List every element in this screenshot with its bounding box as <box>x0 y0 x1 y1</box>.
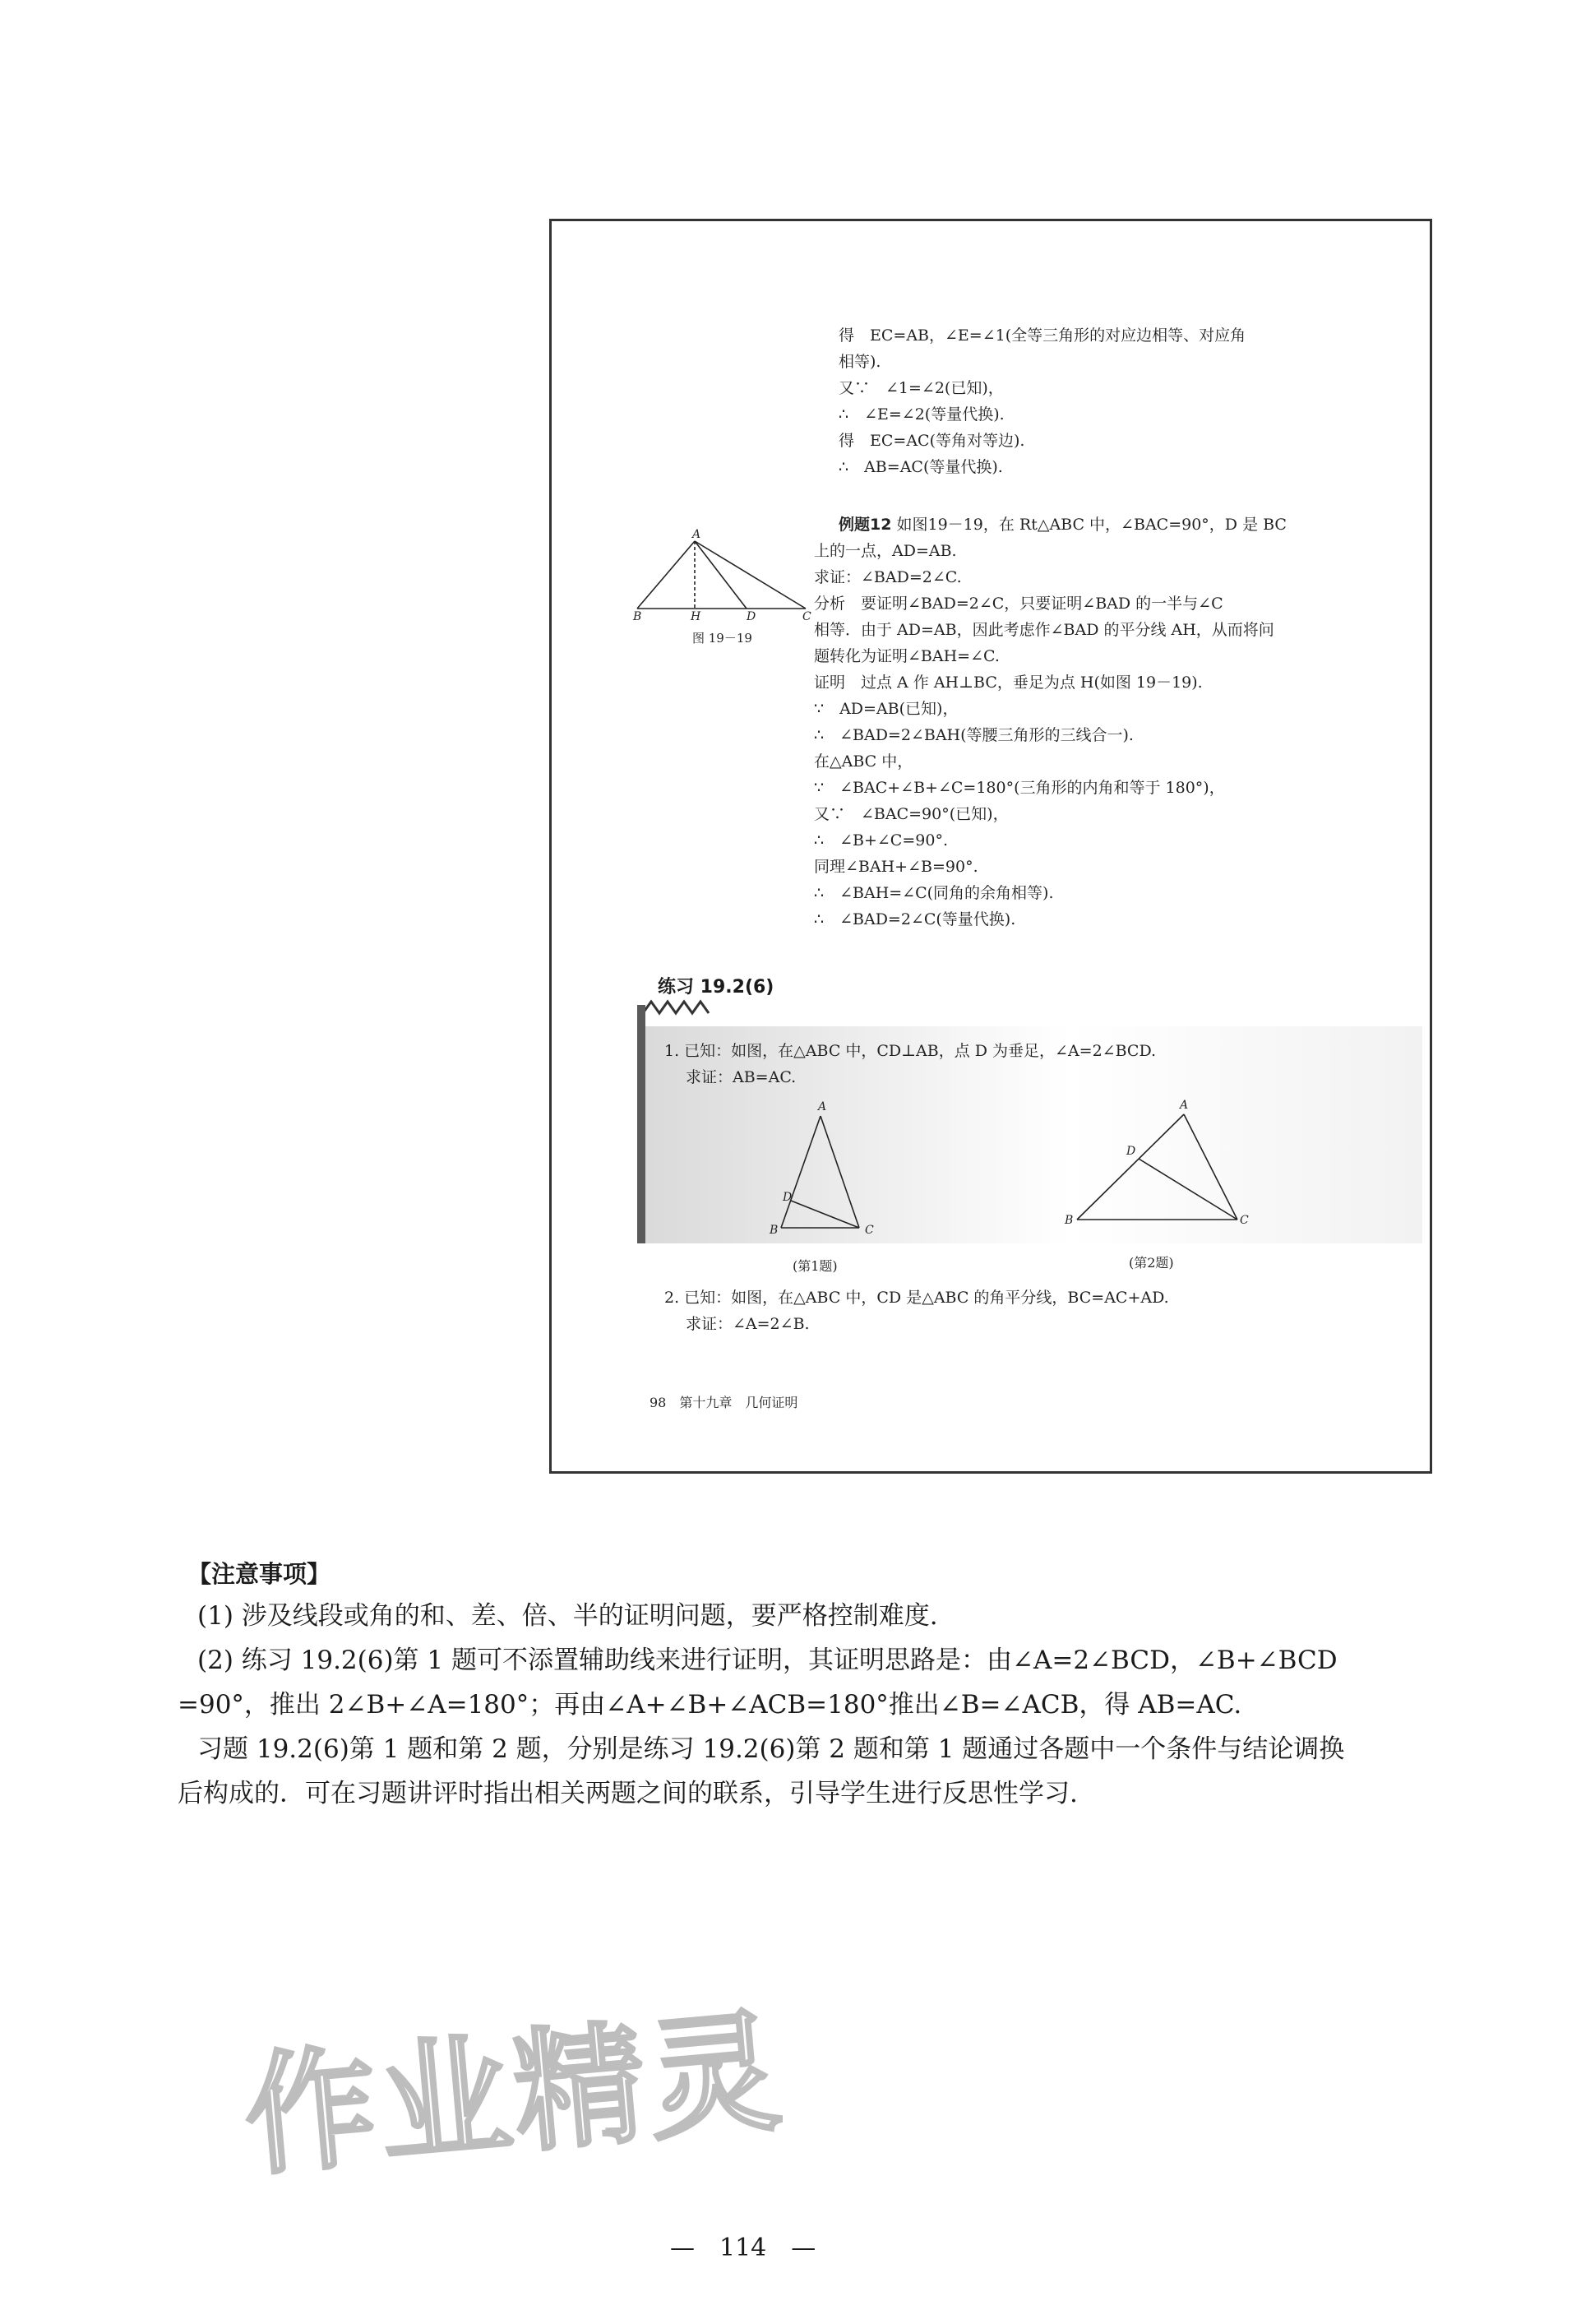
exercise-1-line: 1. 已知：如图，在△ABC 中，CD⊥AB，点 D 为垂足，∠A=2∠BCD. <box>664 1042 1157 1060</box>
fig-label-d: D <box>747 610 756 623</box>
ex1-label-c: C <box>865 1224 874 1237</box>
exercise-figure-2 <box>1061 1106 1258 1229</box>
note-line: (1) 涉及线段或角的和、差、倍、半的证明问题，要严格控制难度. <box>197 1601 938 1631</box>
note-line: 习题 19.2(6)第 1 题和第 2 题，分别是练习 19.2(6)第 2 题和第 1 题通过各题中一个条件与结论调换 <box>197 1734 1345 1764</box>
ex2-label-d: D <box>1126 1145 1136 1158</box>
proof-line: 得 EC=AB，∠E=∠1(全等三角形的对应边相等、对应角 <box>839 326 1246 345</box>
notes-heading: 【注意事项】 <box>187 1560 331 1588</box>
figure-caption: 图 19－19 <box>692 631 752 646</box>
example-12-first-line <box>839 512 1414 538</box>
example-line: 在△ABC 中， <box>814 752 913 771</box>
exercise-1 <box>664 1038 1404 1090</box>
example-line: 题转化为证明∠BAH=∠C. <box>814 647 1000 665</box>
example-line: ∴ ∠B+∠C=90°. <box>814 831 948 850</box>
ex2-label-b: B <box>1065 1214 1074 1227</box>
example-line: 同理∠BAH+∠B=90°. <box>814 858 978 876</box>
zigzag-ornament-icon <box>641 997 715 1016</box>
ex1-label-b: B <box>770 1224 779 1237</box>
proof-line: 相等). <box>839 353 881 371</box>
proof-line: ∴ ∠E=∠2(等量代换). <box>839 405 1005 424</box>
exercise-1-line: 求证：AB=AC. <box>686 1068 797 1086</box>
example-12-label: 例题12 <box>839 516 892 534</box>
page-number: — 114 — <box>670 2234 816 2262</box>
proof-line: ∴ AB=AC(等量代换). <box>839 458 1003 476</box>
proof-line: 得 EC=AC(等角对等边). <box>839 432 1025 450</box>
exercise-2 <box>664 1285 1404 1337</box>
proof-line: 又∵ ∠1=∠2(已知)， <box>839 379 1004 397</box>
exercise-heading-textbook: 练习 19.2(6) <box>658 977 774 998</box>
example-12-block <box>814 512 1414 933</box>
example-line: 又∵ ∠BAC=90°(已知)， <box>814 805 1009 823</box>
exercise-figure-1 <box>765 1106 880 1238</box>
fig-label-a: A <box>692 528 701 541</box>
example-12-statement: 如图19－19，在 Rt△ABC 中，∠BAC=90°，D 是 BC <box>896 516 1287 534</box>
watermark: 作业精灵 <box>238 1993 790 2195</box>
example-line: 分析 要证明∠BAD=2∠C，只要证明∠BAD 的一半与∠C <box>814 595 1223 613</box>
note-line: 后构成的．可在习题讲评时指出相关两题之间的联系，引导学生进行反思性学习. <box>178 1779 1078 1808</box>
exercise-2-line: 2. 已知：如图，在△ABC 中，CD 是△ABC 的角平分线，BC=AC+AD. <box>664 1289 1169 1307</box>
example-line: ∴ ∠BAH=∠C(同角的余角相等). <box>814 884 1054 902</box>
exercise-side-bar <box>637 1005 645 1243</box>
fig-label-b: B <box>633 610 642 623</box>
example-line: 证明 过点 A 作 AH⊥BC，垂足为点 H(如图 19－19). <box>814 674 1203 692</box>
example-line: ∵ AD=AB(已知)， <box>814 700 959 718</box>
example-line: ∴ ∠BAD=2∠C(等量代换). <box>814 910 1016 928</box>
example-line: ∵ ∠BAC+∠B+∠C=180°(三角形的内角和等于 180°)， <box>814 779 1225 797</box>
example-line: 上的一点，AD=AB. <box>814 542 957 560</box>
exercise-figure-2-caption: (第2题) <box>1129 1255 1174 1271</box>
example-line: ∴ ∠BAD=2∠BAH(等腰三角形的三线合一). <box>814 726 1134 744</box>
example-line: 相等．由于 AD=AB，因此考虑作∠BAD 的平分线 AH，从而将问 <box>814 621 1274 639</box>
note-line: =90°，推出 2∠B+∠A=180°；再由∠A+∠B+∠ACB=180°推出∠B=∠ACB，得 AB=AC. <box>178 1690 1242 1720</box>
proof-continuation <box>839 322 1406 480</box>
exercise-figure-1-caption: (第1题) <box>793 1258 838 1274</box>
textbook-footer: 98 第十九章 几何证明 <box>650 1395 798 1410</box>
exercise-2-line: 求证：∠A=2∠B. <box>686 1315 810 1333</box>
note-line: (2) 练习 19.2(6)第 1 题可不添置辅助线来进行证明，其证明思路是：由∠A=2∠BCD，∠B+∠BCD <box>197 1646 1338 1675</box>
fig-label-h: H <box>691 610 701 623</box>
ex2-label-c: C <box>1240 1214 1249 1227</box>
notes-body <box>178 1594 1455 1816</box>
fig-label-c: C <box>802 610 811 623</box>
ex1-label-d: D <box>783 1191 793 1204</box>
example-line: 求证：∠BAD=2∠C. <box>814 568 962 586</box>
ex2-label-a: A <box>1180 1099 1189 1112</box>
ex1-label-a: A <box>818 1100 827 1113</box>
